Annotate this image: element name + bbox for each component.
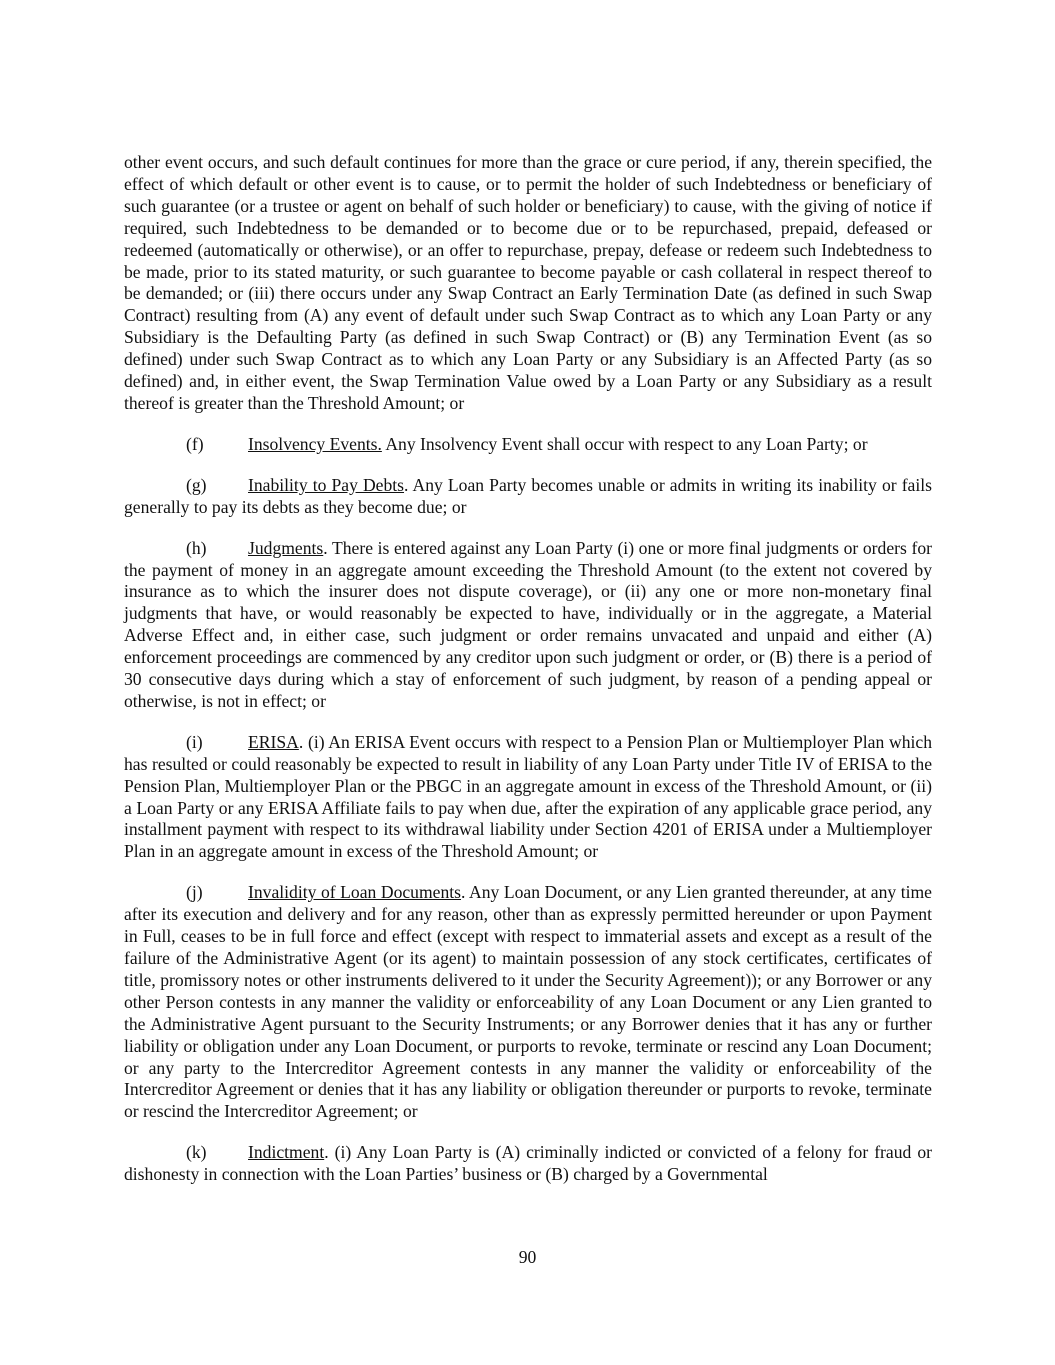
clause-heading: Inability to Pay Debts (248, 474, 405, 495)
clause-text: . Any Loan Document, or any Lien granted thereunder, at any time after its execution and delivery and for any reason, other than as expressly permitted hereunder or upon Payment in Full, ceases to be in full force and effect (except with respect to immaterial assets and except as a result of the failure of the Administrative Agent (or its agent) to maintain possession of any stock certificates, certificates of title, promissory notes or other instruments delivered to it under the Security Agreement)); or any Borrower or any other Person contests in any manner the validity or enforceability of any Loan Document or any Lien granted to the Administrative Agent pursuant to the Security Instruments; or any Borrower denies that it has any or further liability or obligation under any Loan Document, or purports to revoke, terminate or rescind any Loan Document; or any party to the Intercreditor Agreement contests in any manner the validity or enforceability of the Intercreditor Agreement or denies that it has any liability or obligation thereunder or purports to revoke, terminate or rescind the Intercreditor Agreement; or (124, 882, 932, 1122)
clause-j (124, 882, 932, 1123)
clause-i (124, 732, 932, 863)
clause-number: (g) (186, 474, 207, 495)
clause-number: (i) (186, 731, 203, 752)
clause-number: (j) (186, 882, 203, 903)
clause-number: (h) (186, 537, 207, 558)
clause-heading: Insolvency Events. (248, 433, 382, 454)
clause-number: (k) (186, 1142, 207, 1163)
clause-heading: ERISA (248, 731, 299, 752)
clause-f (124, 434, 932, 456)
clause-text: . Any Loan Party becomes unable or admits in writing its inability or fails generally to pay its debts as they become due; or (124, 474, 932, 517)
clause-text: Any Insolvency Event shall occur with respect to any Loan Party; or (381, 433, 868, 454)
page-number: 90 (518, 1247, 537, 1267)
document-page (124, 152, 932, 1205)
clause-g (124, 475, 932, 519)
clause-k (124, 1142, 932, 1186)
clause-text: . (i) An ERISA Event occurs with respect to a Pension Plan or Multiemployer Plan which has resulted or could reasonably be expected to result in liability of any Loan Party under Title IV of ERISA to the Pension Plan, Multiemployer Plan or the PBGC in an aggregate amount in excess of the Threshold Amount, or (ii) a Loan Party or any ERISA Affiliate fails to pay when due, after the expiration of any applicable grace period, any installment payment with respect to its withdrawal liability under Section 4201 of ERISA under a Multiemployer Plan in an aggregate amount in excess of the Threshold Amount; or (124, 731, 932, 862)
clause-text: . (i) Any Loan Party is (A) criminally indicted or convicted of a felony for fraud or dishonesty in connection with the Loan Parties’ business or (B) charged by a Governmental (124, 1142, 932, 1185)
clause-heading: Invalidity of Loan Documents (248, 882, 462, 903)
clause-number: (f) (186, 433, 204, 454)
clause-text: . There is entered against any Loan Party (i) one or more final judgments or orders for the payment of money in an aggregate amount exceeding the Threshold Amount (to the extent not covered by insurance as to which the insurer does not dispute coverage), or (ii) any one or more non-monetary final judgments that have, or would reasonably be expected to have, individually or in the aggregate, a Material Adverse Effect and, in either case, such judgment or order remains unvacated and unpaid and either (A) enforcement proceedings are commenced by any creditor upon such judgment or order, or (B) there is a period of 30 consecutive days during which a stay of enforcement of such judgment, by reason of a pending appeal or otherwise, is not in effect; or (124, 537, 932, 711)
intro-paragraph: other event occurs, and such default continues for more than the grace or cure period, if any, therein specified, the effect of which default or other event is to cause, or to permit the holder of such Indebtedness or beneficiary of such guarantee (or a trustee or agent on behalf of such holder or beneficiary) to cause, with the giving of notice if required, such Indebtedness to be demanded or to become due or to be repurchased, prepaid, defeased or redeemed (automatically or otherwise), or an offer to repurchase, prepay, defease or redeem such Indebtedness to be made, prior to its stated maturity, or such guarantee to become payable or cash collateral in respect thereof to be demanded; or (iii) there occurs under any Swap Contract an Early Termination Date (as defined in such Swap Contract) resulting from (A) any event of default under such Swap Contract as to which any Loan Party or any Subsidiary is the Defaulting Party (as defined in such Swap Contract) or (B) any Termination Event (as so defined) under such Swap Contract as to which any Loan Party or any Subsidiary is an Affected Party (as so defined) and, in either event, the Swap Termination Value owed by a Loan Party or any Subsidiary as a result thereof is greater than the Threshold Amount; or (124, 152, 932, 413)
clause-heading: Indictment (248, 1142, 325, 1163)
clause-heading: Judgments (248, 537, 324, 558)
clause-h (124, 538, 932, 713)
